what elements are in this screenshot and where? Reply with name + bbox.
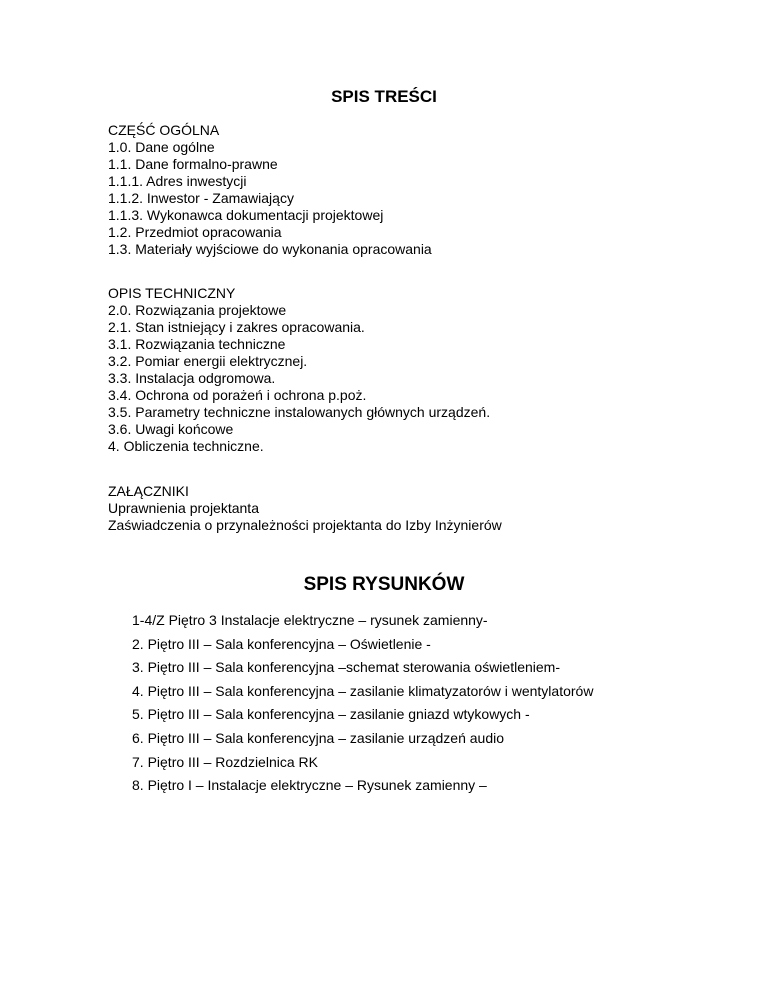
drawing-item: 5. Piętro III – Sala konferencyjna – zasilanie gniazd wtykowych - (132, 706, 530, 723)
toc-item: 1.1.1. Adres inwestycji (108, 173, 247, 189)
drawings-title: SPIS RYSUNKÓW (303, 574, 465, 595)
toc-item: 1.3. Materiały wyjściowe do wykonania opracowania (108, 241, 432, 257)
section-general (108, 122, 432, 258)
toc-item: 1.1. Dane formalno-prawne (108, 156, 278, 172)
toc-item: Uprawnienia projektanta (108, 500, 259, 516)
drawings-list (132, 612, 593, 801)
toc-item: 1.1.2. Inwestor - Zamawiający (108, 190, 294, 206)
toc-item: 3.5. Parametry techniczne instalowanych głównych urządzeń. (108, 404, 491, 420)
section-attachments (108, 483, 502, 534)
drawing-item: 7. Piętro III – Rozdzielnica RK (132, 753, 318, 770)
toc-item: 2.1. Stan istniejący i zakres opracowania. (108, 319, 365, 335)
drawing-item: 6. Piętro III – Sala konferencyjna – zasilanie urządzeń audio (132, 729, 505, 746)
section-attachments-heading: ZAŁĄCZNIKI (108, 483, 189, 499)
section-technical-heading: OPIS TECHNICZNY (108, 285, 236, 301)
section-general-heading: CZĘŚĆ OGÓLNA (108, 122, 220, 138)
toc-item: 3.2. Pomiar energii elektrycznej. (108, 353, 308, 369)
drawing-item: 1-4/Z Piętro 3 Instalacje elektryczne – rysunek zamienny- (132, 612, 488, 628)
toc-item: 3.6. Uwagi końcowe (108, 421, 234, 437)
drawing-item: 3. Piętro III – Sala konferencyjna –schemat sterowania oświetleniem- (132, 659, 560, 676)
toc-item: 1.1.3. Wykonawca dokumentacji projektowej (108, 207, 384, 223)
drawing-item: 8. Piętro I – Instalacje elektryczne – Rysunek zamienny – (132, 777, 487, 794)
toc-item: 3.4. Ochrona od porażeń i ochrona p.poż. (108, 387, 367, 403)
toc-item: 3.3. Instalacja odgromowa. (108, 370, 276, 386)
toc-item: 4. Obliczenia techniczne. (108, 438, 264, 454)
toc-item: Zaświadczenia o przynależności projektanta do Izby Inżynierów (108, 517, 502, 533)
toc-item: 1.2. Przedmiot opracowania (108, 224, 282, 240)
toc-item: 3.1. Rozwiązania techniczne (108, 336, 286, 352)
toc-title: SPIS TREŚCI (331, 87, 437, 106)
toc-item: 2.0. Rozwiązania projektowe (108, 302, 287, 318)
toc-item: 1.0. Dane ogólne (108, 139, 215, 155)
drawing-item: 2. Piętro III – Sala konferencyjna – Oświetlenie - (132, 635, 431, 652)
drawing-item: 4. Piętro III – Sala konferencyjna – zasilanie klimatyzatorów i wentylatorów (132, 682, 594, 699)
section-technical (108, 285, 490, 455)
